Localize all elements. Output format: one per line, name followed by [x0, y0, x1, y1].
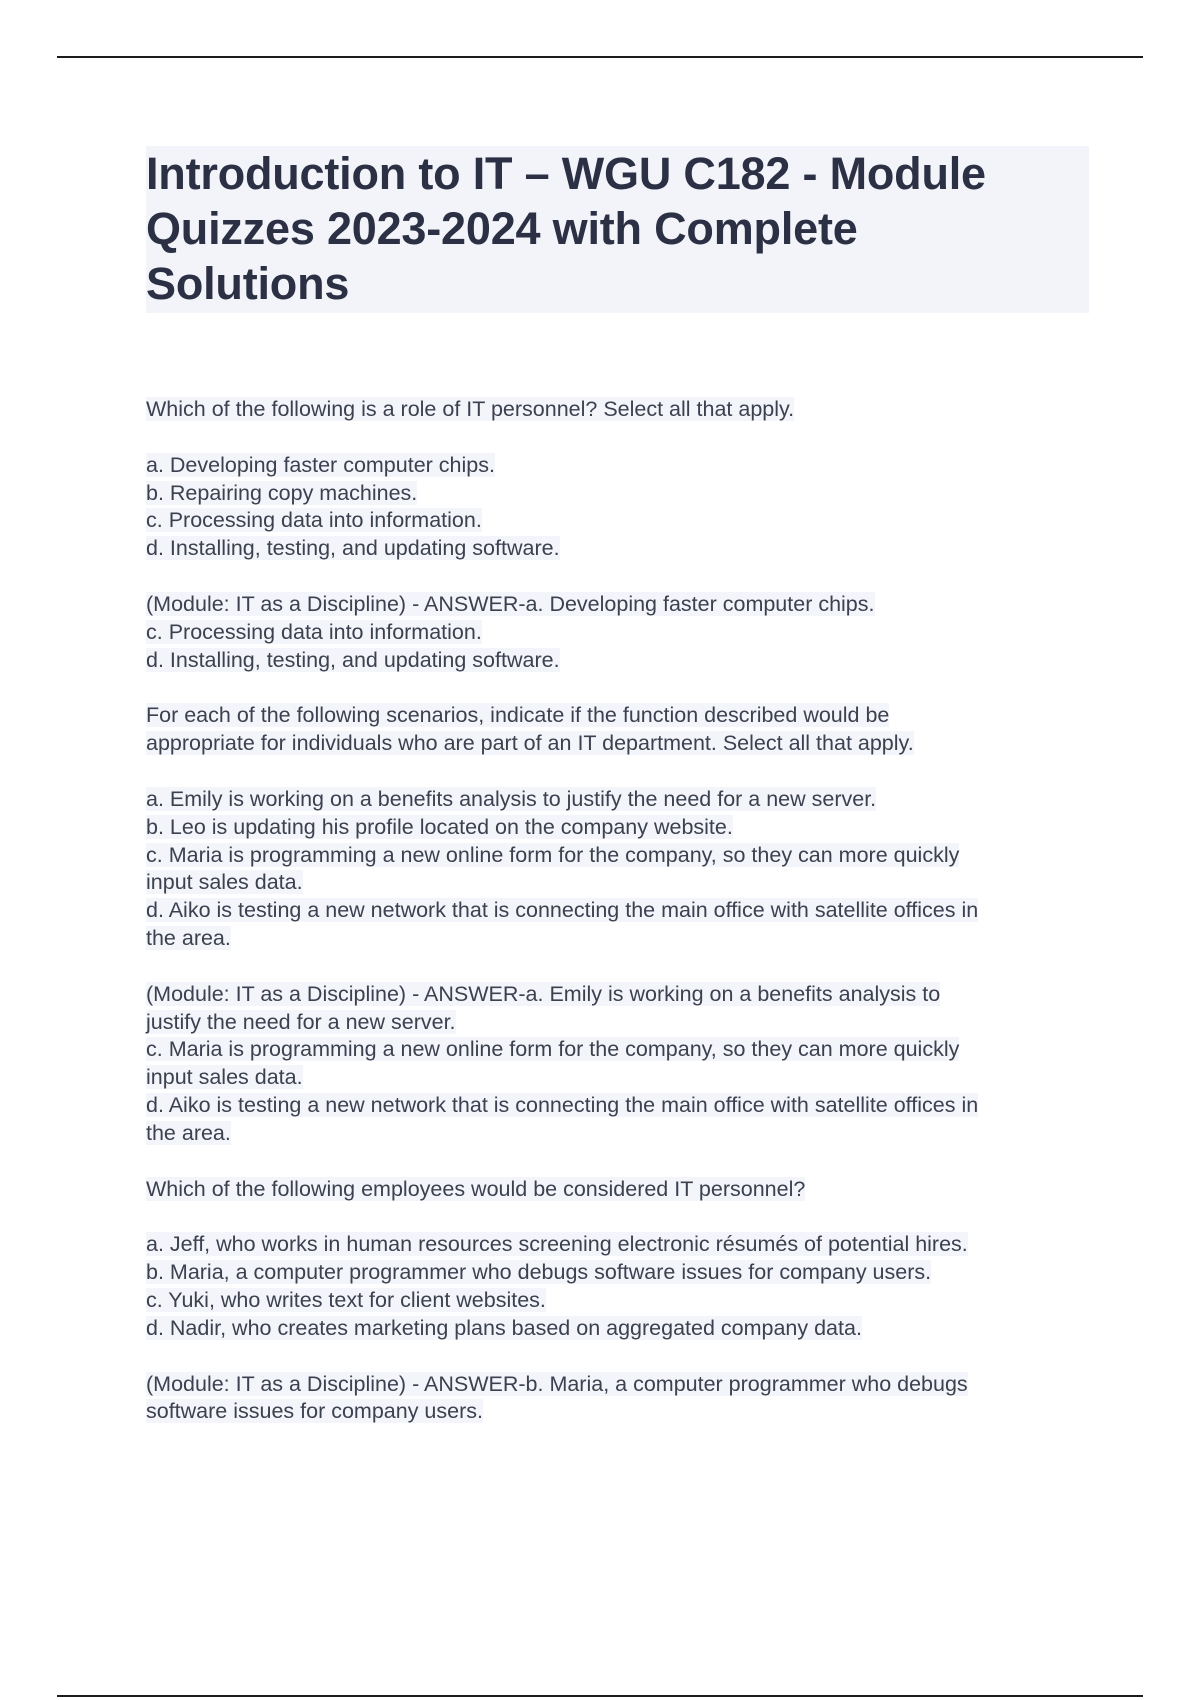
question-3-answer [146, 1371, 1091, 1427]
answer-line: d. Aiko is testing a new network that is connecting the main office with satellite offices in [146, 1092, 979, 1117]
answer-line: (Module: IT as a Discipline) - ANSWER-a. Emily is working on a benefits analysis to [146, 981, 941, 1006]
question-text-line: Which of the following employees would be considered IT personnel? [146, 1176, 806, 1201]
question-2-answer [146, 981, 1091, 1148]
answer-line: d. Installing, testing, and updating software. [146, 647, 560, 672]
bottom-rule [57, 1695, 1143, 1697]
answer-line: justify the need for a new server. [146, 1009, 456, 1034]
question-1-prompt [146, 396, 1091, 424]
top-rule [57, 56, 1143, 58]
answer-line: input sales data. [146, 1065, 303, 1090]
option-line: c. Yuki, who writes text for client websites. [146, 1287, 546, 1312]
question-text-line: appropriate for individuals who are part of an IT department. Select all that apply. [146, 731, 914, 756]
option-line: b. Leo is updating his profile located on the company website. [146, 814, 733, 839]
option-line: the area. [146, 925, 231, 950]
answer-line: (Module: IT as a Discipline) - ANSWER-a. Developing faster computer chips. [146, 591, 875, 616]
question-1-answer [146, 591, 1091, 674]
document-title [146, 146, 1089, 311]
option-line: a. Developing faster computer chips. [146, 452, 495, 477]
answer-line: c. Processing data into information. [146, 619, 482, 644]
document-body [146, 396, 1091, 1454]
title-block [146, 146, 1089, 313]
option-line: d. Nadir, who creates marketing plans based on aggregated company data. [146, 1315, 862, 1340]
answer-line: (Module: IT as a Discipline) - ANSWER-b. Maria, a computer programmer who debugs [146, 1371, 968, 1396]
option-line: c. Processing data into information. [146, 508, 482, 533]
answer-line: c. Maria is programming a new online form for the company, so they can more quickly [146, 1037, 960, 1062]
question-2-options [146, 786, 1091, 953]
question-text-line: Which of the following is a role of IT personnel? Select all that apply. [146, 397, 795, 421]
option-line: a. Emily is working on a benefits analysis to justify the need for a new server. [146, 786, 877, 811]
title-line-3: Solutions [146, 258, 350, 309]
answer-line: the area. [146, 1120, 231, 1145]
title-line-1: Introduction to IT – WGU C182 - Module [146, 148, 986, 199]
option-line: d. Aiko is testing a new network that is connecting the main office with satellite offices in [146, 898, 979, 923]
question-3-options [146, 1231, 1091, 1342]
title-line-2: Quizzes 2023-2024 with Complete [146, 203, 858, 254]
option-line: input sales data. [146, 870, 303, 895]
answer-line: software issues for company users. [146, 1399, 483, 1424]
question-1-options [146, 452, 1091, 563]
option-line: d. Installing, testing, and updating software. [146, 536, 560, 561]
option-line: a. Jeff, who works in human resources screening electronic résumés of potential hires. [146, 1232, 968, 1257]
option-line: c. Maria is programming a new online form for the company, so they can more quickly [146, 842, 960, 867]
question-2-prompt [146, 702, 1091, 758]
option-line: b. Repairing copy machines. [146, 480, 418, 505]
question-3-prompt [146, 1176, 1091, 1204]
option-line: b. Maria, a computer programmer who debugs software issues for company users. [146, 1260, 932, 1285]
question-text-line: For each of the following scenarios, indicate if the function described would be [146, 703, 890, 728]
